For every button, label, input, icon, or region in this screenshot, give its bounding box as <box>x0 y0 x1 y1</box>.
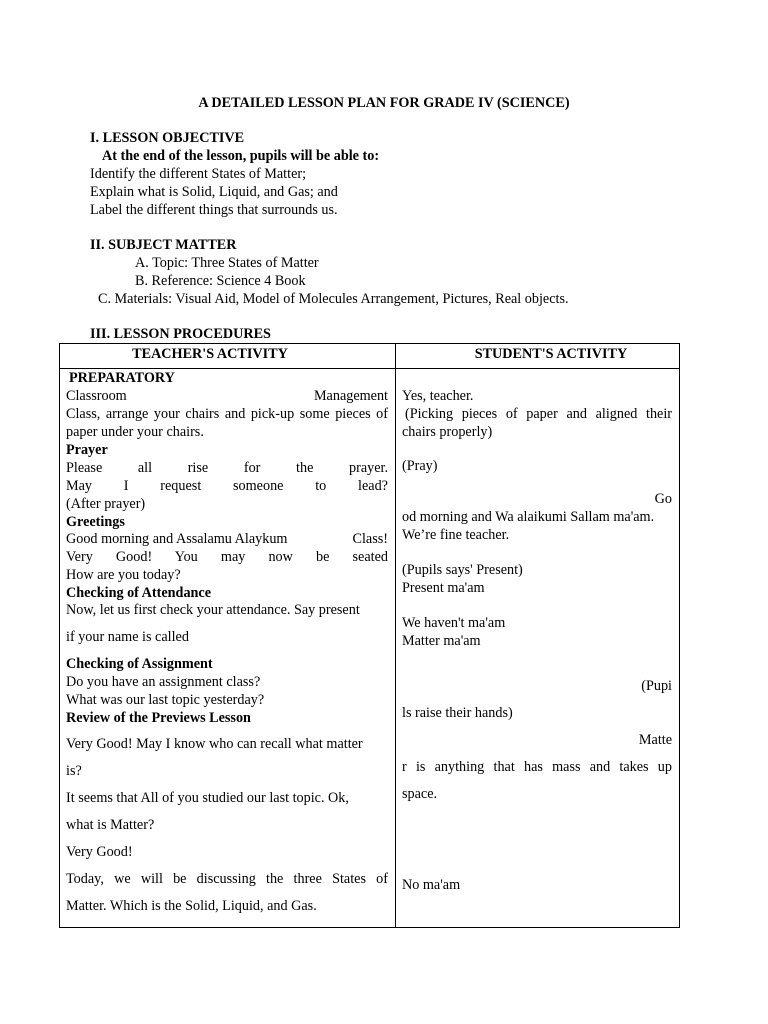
attendance-heading: Checking of Attendance <box>66 585 212 601</box>
student-response: We’re fine teacher. <box>402 527 510 543</box>
greetings-heading: Greetings <box>66 514 125 530</box>
student-response: (Pray) <box>402 458 438 474</box>
attendance-line: if your name is called <box>66 629 189 645</box>
student-response: We haven't ma'am <box>402 615 506 631</box>
objective-item: Explain what is Solid, Liquid, and Gas; and <box>90 184 338 200</box>
classroom-instruction: Class, arrange your chairs and pick-up some pieces of paper under your chairs. <box>66 406 388 440</box>
prayer-heading: Prayer <box>66 442 108 458</box>
objective-item: Identify the different States of Matter; <box>90 166 307 182</box>
assignment-heading: Checking of Assignment <box>66 656 213 672</box>
student-activity-header: STUDENT'S ACTIVITY <box>474 346 628 362</box>
subject-materials: C. Materials: Visual Aid, Model of Molecules Arrangement, Pictures, Real objects. <box>98 291 569 307</box>
student-response: od morning and Wa alaikumi Sallam ma'am. <box>402 509 655 525</box>
teacher-activity-column <box>66 368 388 927</box>
student-response: (Pupi <box>641 678 672 694</box>
student-response: Matte <box>638 732 672 748</box>
review-line: It seems that All of you studied our last topic. Ok, <box>66 790 349 806</box>
subject-reference: B. Reference: Science 4 Book <box>135 273 306 289</box>
document-title: A DETAILED LESSON PLAN FOR GRADE IV (SCIENCE) <box>198 95 570 111</box>
prayer-line: Please all rise for the prayer. <box>66 460 388 476</box>
student-response: space. <box>402 786 438 802</box>
column-divider <box>395 344 396 927</box>
attendance-line: Now, let us first check your attendance. Say present <box>66 602 360 618</box>
student-response: ls raise their hands) <box>402 705 513 721</box>
greetings-line: Very Good! You may now be seated <box>66 549 388 565</box>
student-response: Present ma'am <box>402 580 485 596</box>
greetings-line <box>66 530 388 548</box>
classroom-management-line <box>66 387 388 405</box>
review-line: Very Good! May I know who can recall what matter <box>66 736 363 752</box>
student-activity-column <box>402 368 672 927</box>
student-response: Go <box>654 491 672 507</box>
teacher-activity-header: TEACHER'S ACTIVITY <box>132 346 288 362</box>
subject-matter-heading: II. SUBJECT MATTER <box>90 237 237 253</box>
review-line: Very Good! <box>66 844 133 860</box>
review-line: Matter. Which is the Solid, Liquid, and Gas. <box>66 898 317 914</box>
preparatory-heading: PREPARATORY <box>69 370 175 386</box>
review-line: what is Matter? <box>66 817 155 833</box>
prayer-line: (After prayer) <box>66 496 146 512</box>
classroom-word: Classroom <box>66 388 127 404</box>
greetings-class: Class! <box>352 531 388 547</box>
student-response: Matter ma'am <box>402 633 481 649</box>
objective-intro: At the end of the lesson, pupils will be able to: <box>102 148 380 164</box>
student-response: r is anything that has mass and takes up <box>402 759 672 775</box>
objective-heading: I. LESSON OBJECTIVE <box>90 130 245 146</box>
greetings-line: How are you today? <box>66 567 181 583</box>
review-line: is? <box>66 763 82 779</box>
assignment-line: What was our last topic yesterday? <box>66 692 265 708</box>
procedures-table <box>59 343 680 928</box>
objective-item: Label the different things that surrounds us. <box>90 202 338 218</box>
procedures-heading: III. LESSON PROCEDURES <box>90 326 271 342</box>
student-response: (Pupils says' Present) <box>402 562 523 578</box>
subject-topic: A. Topic: Three States of Matter <box>135 255 319 271</box>
student-response: Yes, teacher. <box>402 388 474 404</box>
assignment-line: Do you have an assignment class? <box>66 674 261 690</box>
greetings-text: Good morning and Assalamu Alaykum <box>66 531 288 547</box>
review-heading: Review of the Previews Lesson <box>66 710 251 726</box>
prayer-line: May I request someone to lead? <box>66 478 388 494</box>
student-response: (Picking pieces of paper and aligned their chairs properly) <box>402 406 672 440</box>
review-line: Today, we will be discussing the three States of <box>66 871 388 887</box>
student-response: No ma'am <box>402 877 461 893</box>
management-word: Management <box>313 388 388 404</box>
